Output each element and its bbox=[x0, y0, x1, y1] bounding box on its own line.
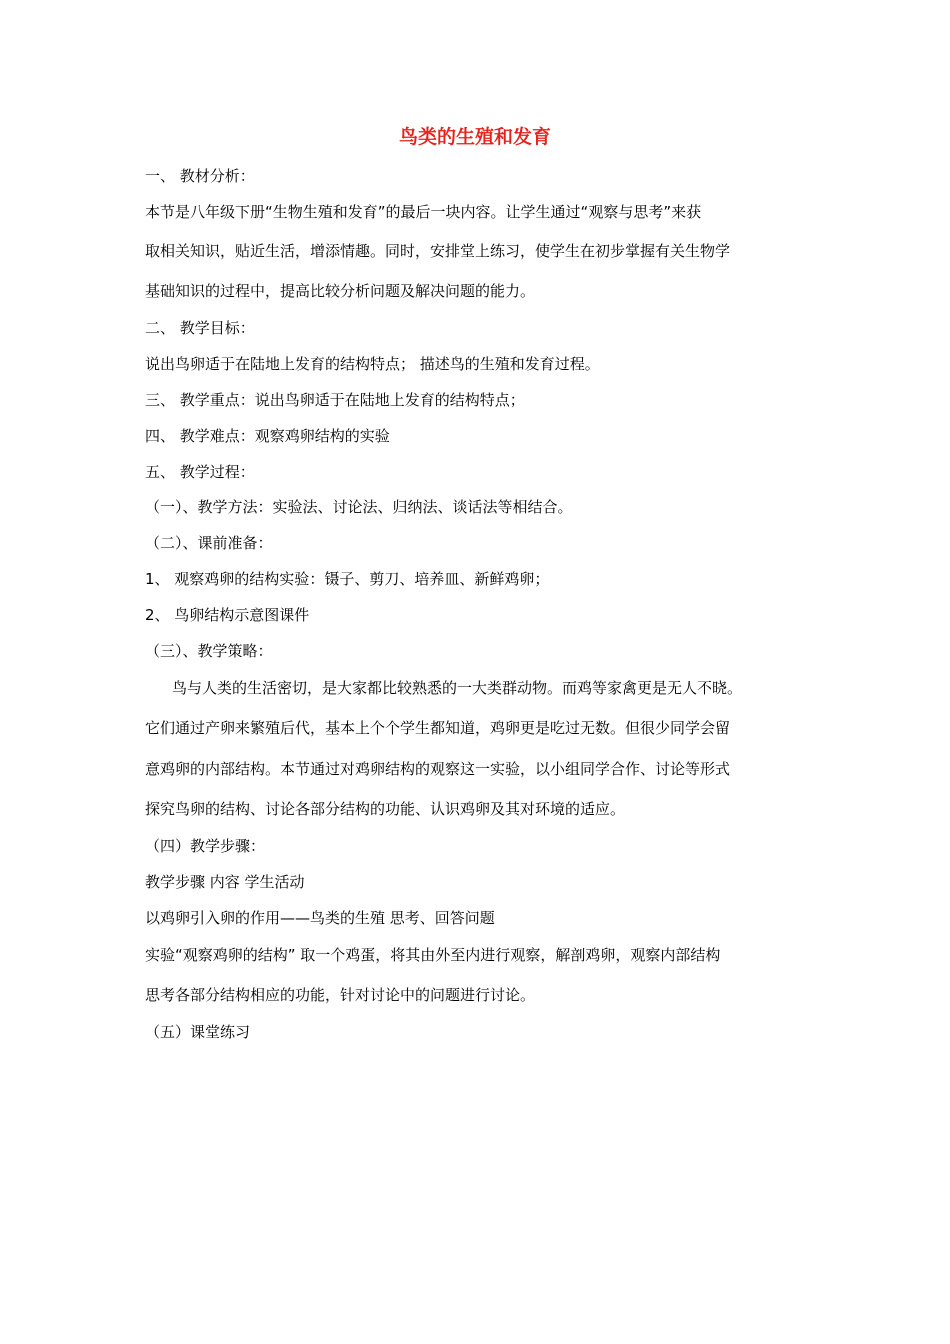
paragraph-line: 它们通过产卵来繁殖后代，基本上个个学生都知道，鸡卵更是吃过无数。但很少同学会留 bbox=[145, 719, 731, 737]
paragraph-line: 取相关知识，贴近生活，增添情趣。同时，安排堂上练习，使学生在初步掌握有关生物学 bbox=[145, 242, 731, 260]
subsection-line: （一）、教学方法：实验法、讨论法、归纳法、谈话法等相结合。 bbox=[145, 498, 573, 516]
document-title: 鸟类的生殖和发育 bbox=[398, 126, 551, 148]
paragraph-line: 鸟与人类的生活密切，是大家都比较熟悉的一大类群动物。而鸡等家禽更是无人不晓。 bbox=[172, 679, 743, 697]
section-heading-5: 五、 教学过程： bbox=[145, 463, 255, 481]
paragraph-line: 教学步骤 内容 学生活动 bbox=[145, 873, 305, 891]
subsection-line: （二）、课前准备： bbox=[145, 534, 273, 552]
section-heading-1: 一、 教材分析： bbox=[145, 167, 255, 185]
subsection-line: （四）教学步骤： bbox=[145, 837, 266, 855]
paragraph-line: 说出鸟卵适于在陆地上发育的结构特点； 描述鸟的生殖和发育过程。 bbox=[145, 355, 600, 373]
subsection-line: （五）课堂练习 bbox=[145, 1023, 251, 1041]
paragraph-line: 思考各部分结构相应的功能，针对讨论中的问题进行讨论。 bbox=[145, 986, 536, 1004]
section-heading-3: 三、 教学重点：说出鸟卵适于在陆地上发育的结构特点； bbox=[145, 391, 525, 409]
section-heading-4: 四、 教学难点：观察鸡卵结构的实验 bbox=[145, 427, 390, 445]
paragraph-line: 以鸡卵引入卵的作用——鸟类的生殖 思考、回答问题 bbox=[145, 909, 495, 927]
list-item: 1、 观察鸡卵的结构实验：镊子、剪刀、培养皿、新鲜鸡卵； bbox=[145, 570, 550, 588]
list-item: 2、 鸟卵结构示意图课件 bbox=[145, 606, 310, 624]
paragraph-line: 基础知识的过程中，提高比较分析问题及解决问题的能力。 bbox=[145, 282, 536, 300]
paragraph-line: 意鸡卵的内部结构。本节通过对鸡卵结构的观察这一实验，以小组同学合作、讨论等形式 bbox=[145, 760, 731, 778]
subsection-line: （三）、教学策略： bbox=[145, 642, 273, 660]
paragraph-line: 探究鸟卵的结构、讨论各部分结构的功能、认识鸡卵及其对环境的适应。 bbox=[145, 800, 626, 818]
section-heading-2: 二、 教学目标： bbox=[145, 319, 255, 337]
paragraph-line: 实验“观察鸡卵的结构” 取一个鸡蛋，将其由外至内进行观察，解剖鸡卵，观察内部结构 bbox=[145, 946, 721, 964]
paragraph-line: 本节是八年级下册“生物生殖和发育”的最后一块内容。让学生通过“观察与思考”来获 bbox=[145, 203, 702, 221]
